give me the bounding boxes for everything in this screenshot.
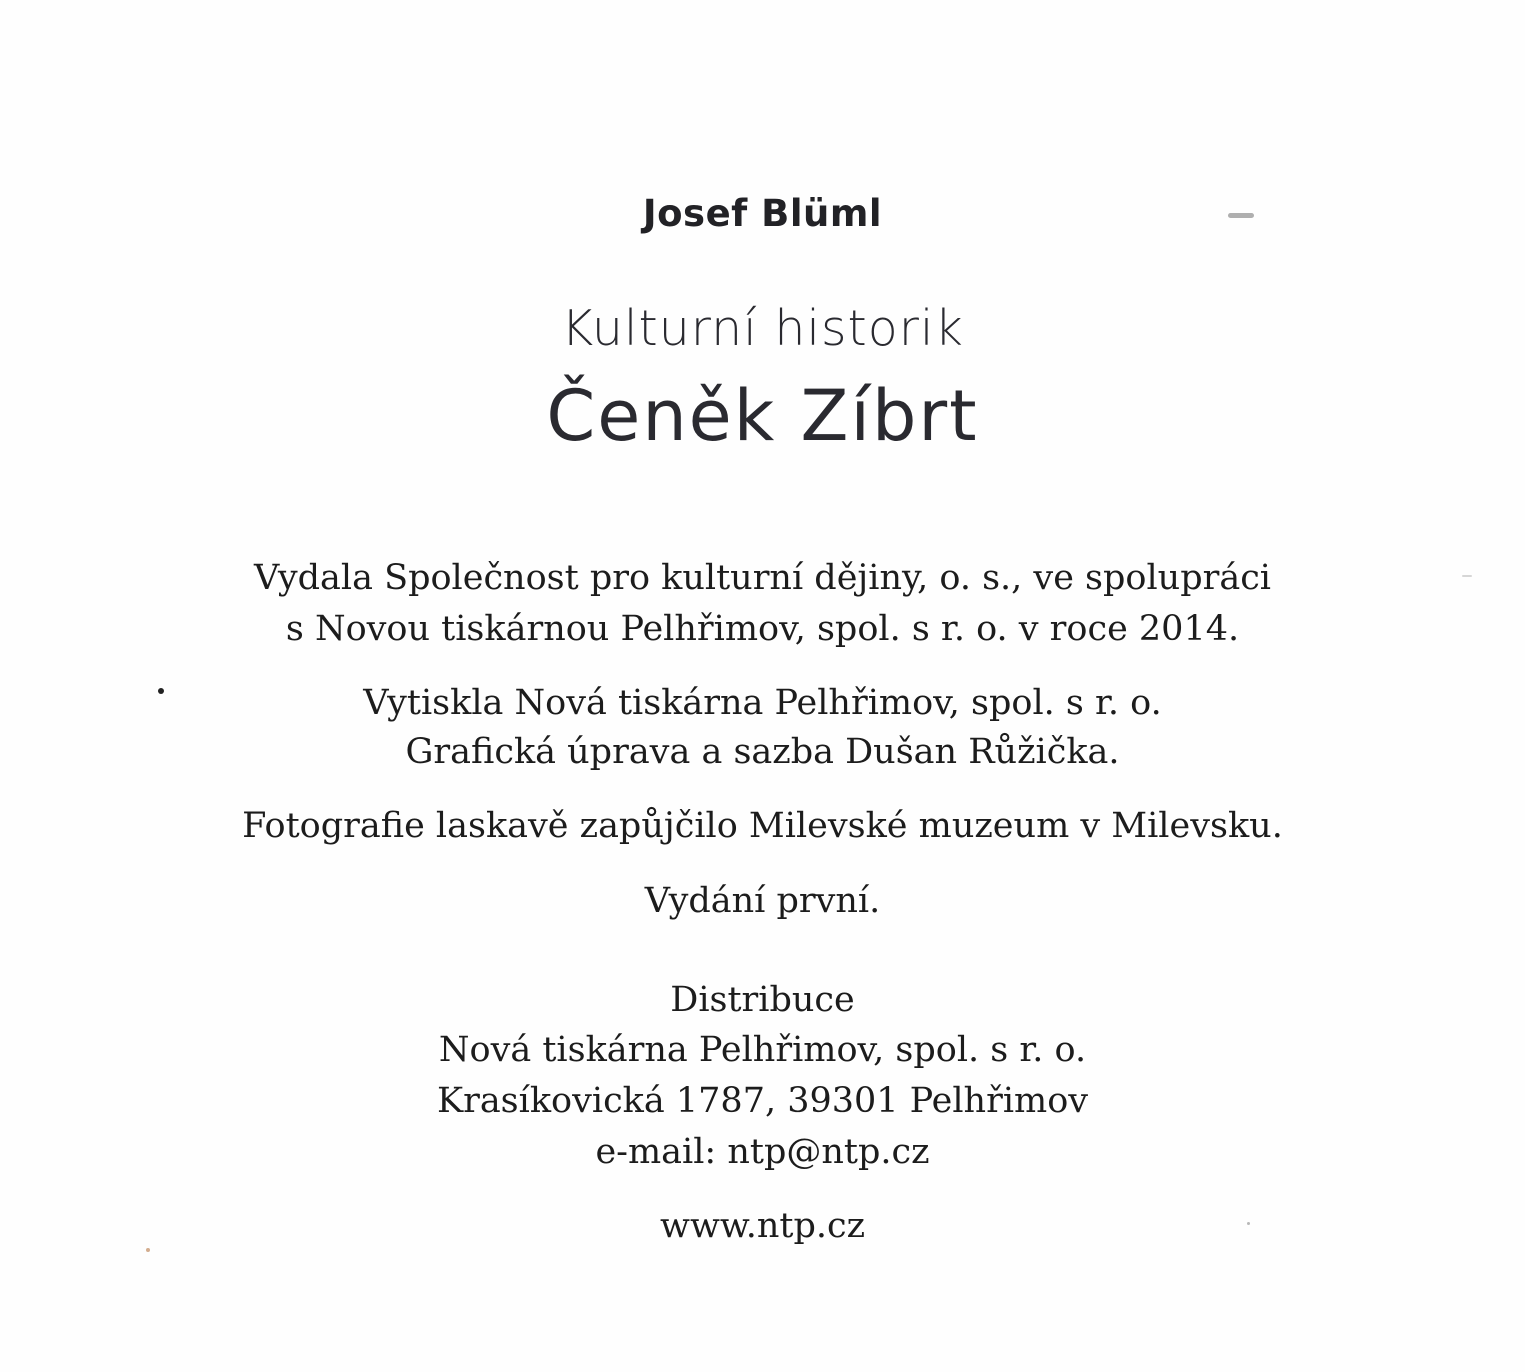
scan-speck — [1462, 575, 1472, 577]
photo-credit-line: Fotografie laskavě zapůjčilo Milevské muzeum v Milevsku. — [242, 806, 1283, 846]
scan-speck — [1247, 1222, 1250, 1225]
edition-line: Vydání první. — [644, 881, 881, 921]
design-line: Grafická úprava a sazba Dušan Růžička. — [405, 732, 1120, 772]
distribution-company: Nová tiskárna Pelhřimov, spol. s r. o. — [438, 1030, 1087, 1070]
scan-speck — [1228, 213, 1254, 218]
distribution-email: e-mail: ntp@ntp.cz — [595, 1132, 930, 1172]
scan-speck — [146, 1248, 150, 1252]
publisher-line-2: s Novou tiskárnou Pelhřimov, spol. s r. o. v roce 2014. — [285, 609, 1240, 649]
printer-line: Vytiskla Nová tiskárna Pelhřimov, spol. s r. o. — [363, 683, 1162, 723]
scan-speck — [158, 688, 164, 694]
distribution-website: www.ntp.cz — [659, 1206, 866, 1246]
distribution-heading: Distribuce — [670, 980, 855, 1020]
book-subtitle: Kulturní historik — [561, 300, 964, 357]
author-name: Josef Blüml — [642, 192, 883, 235]
publisher-line-1: Vydala Společnost pro kulturní dějiny, o. s., ve spolupráci — [254, 558, 1271, 598]
book-title: Čeněk Zíbrt — [546, 375, 979, 457]
distribution-address: Krasíkovická 1787, 39301 Pelhřimov — [436, 1081, 1089, 1121]
